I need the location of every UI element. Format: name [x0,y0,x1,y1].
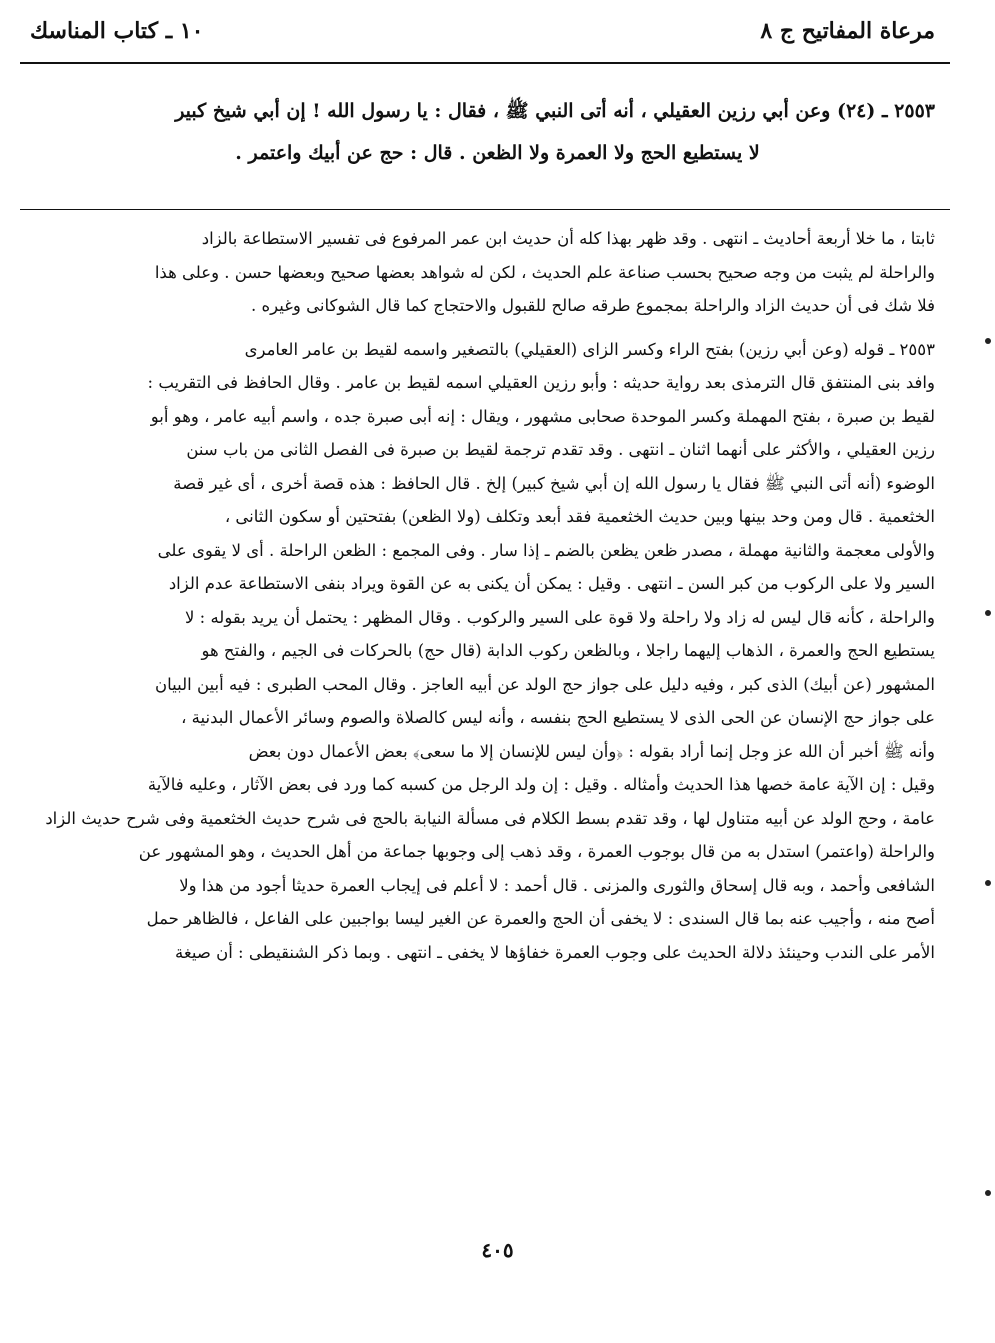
hadith-divider [20,209,950,210]
text-line: والراحلة (واعتمر) استدل به من قال بوجوب العمرة ، وقد ذهب إلى وجوبها جماعة من أهل الحديث ، وهو المشهور عن [138,842,935,861]
margin-mark [985,338,991,344]
text-line: وافد بنى المنتفق قال الترمذى بعد رواية حديثه : وأبو رزين العقيلي اسمه لقيط بن عامر . وقال الحافظ فى التقريب : [147,373,935,392]
text-line: أصح منه ، وأجيب عنه بما قال السندى : لا يخفى أن الحج والعمرة عن الغير ليسا بواجبين على الفاعل ، فالظاهر حمل [146,909,935,928]
text-line: وأنه ﷺ أخبر أن الله عز وجل إنما أراد بقوله : ﴿وأن ليس للإنسان إلا ما سعى﴾ بعض الأعمال دون بعض [248,741,935,761]
text-line: ٢٥٥٣ ـ قوله (وعن أبي رزين) بفتح الراء وكسر الزاى (العقيلي) بالتصغير واسمه لقيط بن عامر العامرى [244,339,935,359]
text-line: والراحلة لم يثبت من وجه صحيح بحسب صناعة علم الحديث ، لكن له شواهد بعضها صحيح وبعضها حسن . وعلى هذا [154,262,935,282]
text-line: والأولى معجمة والثانية مهملة ، مصدر ظعن يظعن بالضم ـ إذا سار . وفى المجمع : الظعن الراحلة . أى لا يقوى على [157,540,935,560]
running-header [30,18,935,58]
text-line: ثابتا ، ما خلا أربعة أحاديث ـ انتهى . وقد ظهر بهذا كله أن حديث ابن عمر المرفوع فى تفسير الاستطاعة بالزاد [201,229,935,248]
header-book-title: مرعاة المفاتيح ج ٨ [760,18,935,44]
hadith-line: لا يستطيع الحج ولا العمرة ولا الظعن . قال : حج عن أبيك واعتمر . [235,142,760,164]
margin-mark [985,1190,991,1196]
text-line: لقيط بن صبرة ، بفتح المهملة وكسر الموحدة صحابى مشهور ، ويقال : إنه أبى صبرة جده ، واسم أبيه عامر ، وهو أبو [150,406,935,426]
text-line: على جواز حج الإنسان عن الحى الذى لا يستطيع الحج بنفسه ، وأنه ليس كالصلاة والصوم وسائر الأعمال البدنية ، [181,708,935,727]
text-line: عامة ، وحج الولد عن أبيه متناول لها ، وقد تقدم بسط الكلام فى مسألة النيابة بالحج فى شرح حديث الخثعمية وفى شرح حديث الزاد [45,808,935,828]
commentary-paragraph-1 [40,222,935,323]
hadith-line: ٢٥٥٣ ـ (٢٤) وعن أبي رزين العقيلي ، أنه أتى النبي ﷺ ، فقال : يا رسول الله ! إن أبي شيخ كبير [175,100,935,122]
text-line: الوضوء (أنه أتى النبي ﷺ فقال يا رسول الله إن أبي شيخ كبير) إلخ . قال الحافظ : هذه قصة أخرى ، أى غير قصة [173,473,935,493]
commentary-paragraph-2 [40,333,935,970]
margin-mark [985,610,991,616]
header-rule [20,62,950,64]
text-line: الأمر على الندب وحينئذ دلالة الحديث على وجوب العمرة خفاؤها لا يخفى ـ انتهى . وبما ذكر الشنقيطى : أن صيغة [175,942,935,962]
hadith-text [60,90,935,200]
text-line: والراحلة ، كأنه قال ليس له زاد ولا راحلة ولا قوة على السير والركوب . وقال المظهر : يحتمل أن يريد بقوله : لا [184,607,935,627]
text-line: السير ولا على الركوب من كبر السن ـ انتهى . وقيل : يمكن أن يكنى به عن القوة ويراد بنفى الاستطاعة عدم الزاد [168,574,935,593]
page-number: ٤٠٥ [481,1238,514,1262]
text-line: المشهور (عن أبيك) الذى كبر ، وفيه دليل على جواز حج الولد عن أبيه العاجز . وقال المحب الطبرى : فيه أبين البيان [155,674,935,694]
text-line: فلا شك فى أن حديث الزاد والراحلة بمجموع طرقه صالح للقبول والاحتجاج كما قال الشوكانى وغيره . [251,296,935,315]
header-chapter-title: ١٠ ـ كتاب المناسك [30,18,204,44]
commentary [40,222,935,969]
text-line: وقيل : إن الآية عامة خصها هذا الحديث وأمثاله . وقيل : إن ولد الرجل من كسبه كما ورد فى بعض الآثار ، وعليه فالآية [147,775,935,794]
text-line: يستطيع الحج والعمرة ، الذهاب إليهما راجلا ، وبالظعن ركوب الدابة (قال حج) بالحركات فى الجيم ، والفتح هو [201,641,935,660]
margin-mark [985,880,991,886]
text-line: رزين العقيلي ، والأكثر على أنهما اثنان ـ انتهى . وقد تقدم ترجمة لقيط بن صبرة فى الفصل الثانى من باب سنن [186,440,935,459]
text-line: الخثعمية . قال ومن وحد بينها وبين حديث الخثعمية فقد أبعد وتكلف (ولا الظعن) بفتحتين أو سكون الثانى ، [224,507,935,526]
text-line: الشافعى وأحمد ، وبه قال إسحاق والثورى والمزنى . قال أحمد : لا أعلم فى إيجاب العمرة حديثا أجود من هذا ولا [179,875,935,895]
